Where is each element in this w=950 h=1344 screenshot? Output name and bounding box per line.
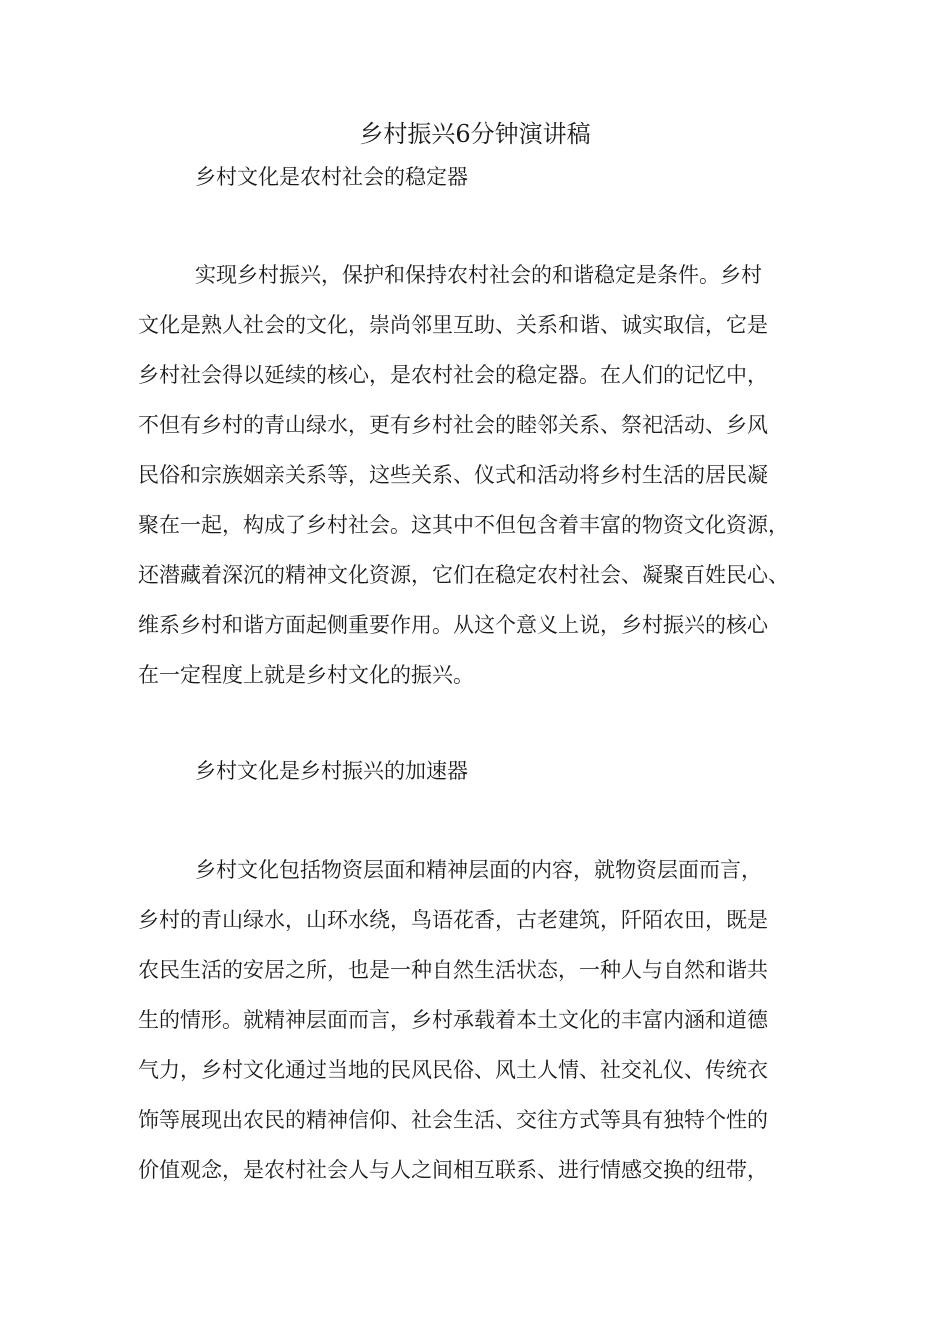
paragraph-line: 价值观念，是农村社会人与人之间相互联系、进行情感交换的纽带，	[138, 1158, 768, 1182]
paragraph-line: 乡村的青山绿水，山环水绕，鸟语花香，古老建筑，阡陌农田，既是	[138, 908, 768, 932]
paragraph-line: 不但有乡村的青山绿水，更有乡村社会的睦邻关系、祭祀活动、乡风	[138, 413, 768, 437]
paragraph-line: 农民生活的安居之所，也是一种自然生活状态，一种人与自然和谐共	[138, 958, 768, 982]
paragraph-line: 生的情形。就精神层面而言，乡村承载着本土文化的丰富内涵和道德	[138, 1008, 768, 1032]
paragraph-line: 乡村文化包括物资层面和精神层面的内容，就物资层面而言，	[195, 858, 762, 882]
paragraph-line: 乡村社会得以延续的核心，是农村社会的稳定器。在人们的记忆中，	[138, 363, 768, 387]
paragraph-line: 在一定程度上就是乡村文化的振兴。	[138, 663, 474, 687]
section-heading-stabilizer: 乡村文化是农村社会的稳定器	[195, 165, 468, 189]
paragraph-line: 民俗和宗族姻亲关系等，这些关系、仪式和活动将乡村生活的居民凝	[138, 463, 768, 487]
paragraph-line: 饰等展现出农民的精神信仰、社会生活、交往方式等具有独特个性的	[138, 1108, 768, 1132]
paragraph-accelerator	[138, 845, 838, 1195]
paragraph-line: 维系乡村和谐方面起侧重要作用。从这个意义上说，乡村振兴的核心	[138, 613, 768, 637]
paragraph-line: 还潜藏着深沉的精神文化资源，它们在稳定农村社会、凝聚百姓民心、	[138, 563, 789, 587]
paragraph-line: 实现乡村振兴，保护和保持农村社会的和谐稳定是条件。乡村	[195, 263, 762, 287]
paragraph-line: 聚在一起，构成了乡村社会。这其中不但包含着丰富的物资文化资源，	[138, 513, 789, 537]
document-title: 乡村振兴6分钟演讲稿	[359, 120, 591, 148]
paragraph-stabilizer	[138, 250, 838, 700]
paragraph-line: 文化是熟人社会的文化，崇尚邻里互助、关系和谐、诚实取信，它是	[138, 313, 768, 337]
paragraph-line: 气力，乡村文化通过当地的民风民俗、风土人情、社交礼仪、传统衣	[138, 1058, 768, 1082]
section-heading-accelerator: 乡村文化是乡村振兴的加速器	[195, 759, 468, 783]
